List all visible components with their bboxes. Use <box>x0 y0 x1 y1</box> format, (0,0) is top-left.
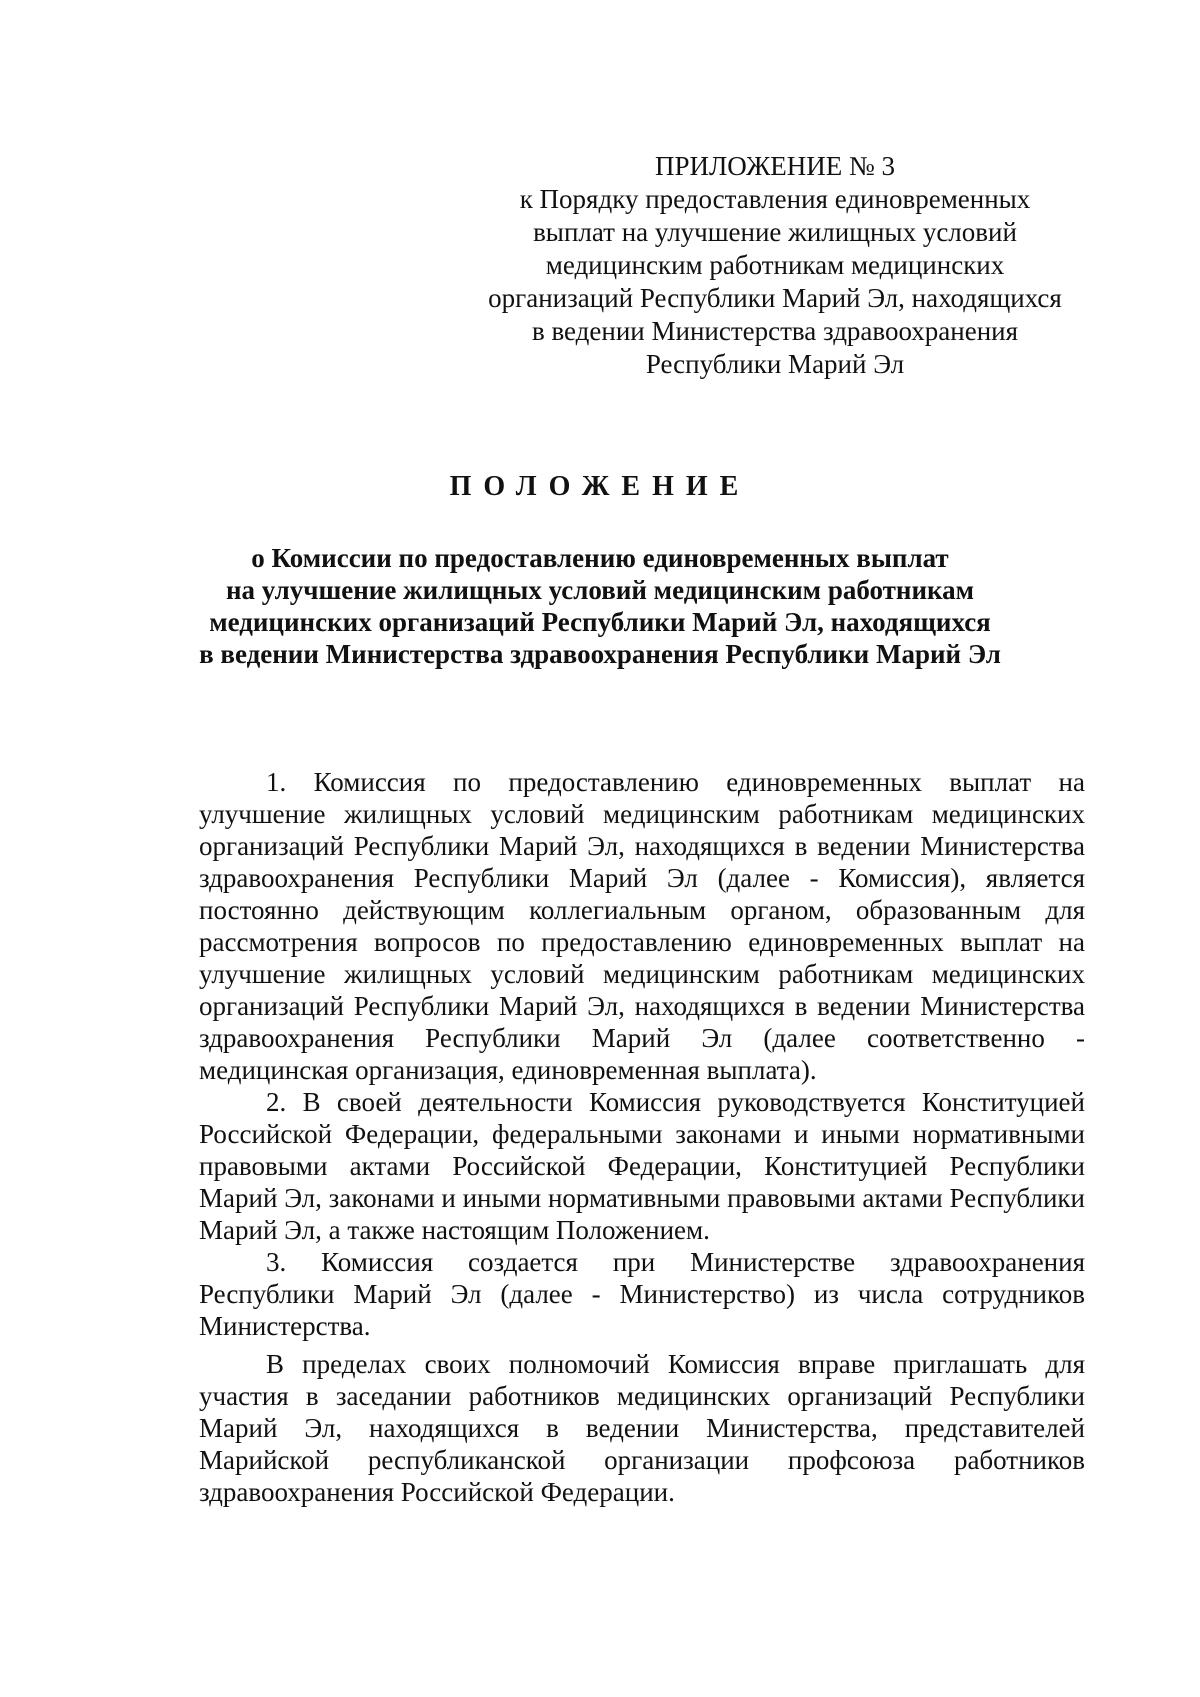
annex-line: медицинским работникам медицинских <box>545 250 1005 280</box>
document-title: ПОЛОЖЕНИЕ <box>449 471 751 502</box>
annex-header <box>455 150 1095 381</box>
subtitle-line: на улучшение жилищных условий медицинским работникам <box>225 575 975 605</box>
paragraph-2: 2. В своей деятельности Комиссия руководствуется Конституцией Российской Федерации, федеральными законами и иными нормативными правовыми актами Российской Федерации, Конституцией Республики Марий Эл, законами и иными нормативными правовыми актами Республики Марий Эл, а также настоящим Положением. <box>199 1087 1085 1245</box>
annex-line: выплат на улучшение жилищных условий <box>533 217 1017 247</box>
annex-number: ПРИЛОЖЕНИЕ № 3 <box>654 151 896 181</box>
document-subtitle <box>180 542 1020 670</box>
annex-line: к Порядку предоставления единовременных <box>519 184 1031 214</box>
annex-line: организаций Республики Марий Эл, находящихся <box>488 283 1062 313</box>
annex-line: в ведении Министерства здравоохранения <box>531 316 1019 346</box>
annex-line: Республики Марий Эл <box>645 349 905 379</box>
paragraph-3: 3. Комиссия создается при Министерстве здравоохранения Республики Марий Эл (далее - Министерство) из числа сотрудников Министерства. <box>199 1247 1085 1341</box>
document-body <box>199 766 1085 1508</box>
paragraph-4: В пределах своих полномочий Комиссия вправе приглашать для участия в заседании работников медицинских организаций Республики Марий Эл, находящихся в ведении Министерства, представителей Марийской республиканской организации профсоюза работников здравоохранения Российской Федерации. <box>199 1349 1085 1507</box>
subtitle-line: о Комиссии по предоставлению единовременных выплат <box>251 543 949 573</box>
paragraph-1: 1. Комиссия по предоставлению единовременных выплат на улучшение жилищных условий медицинским работникам медицинских организаций Республики Марий Эл, находящихся в ведении Министерства здравоохранения Республики Марий Эл (далее - Комиссия), является постоянно действующим коллегиальным органом, образованным для рассмотрения вопросов по предоставлению единовременных выплат на улучшение жилищных условий медицинским работникам медицинских организаций Республики Марий Эл, находящихся в ведении Министерства здравоохранения Республики Марий Эл (далее соответственно - медицинская организация, единовременная выплата). <box>199 767 1085 1085</box>
subtitle-line: в ведении Министерства здравоохранения Республики Марий Эл <box>199 639 1001 669</box>
subtitle-line: медицинских организаций Республики Марий Эл, находящихся <box>209 607 991 637</box>
